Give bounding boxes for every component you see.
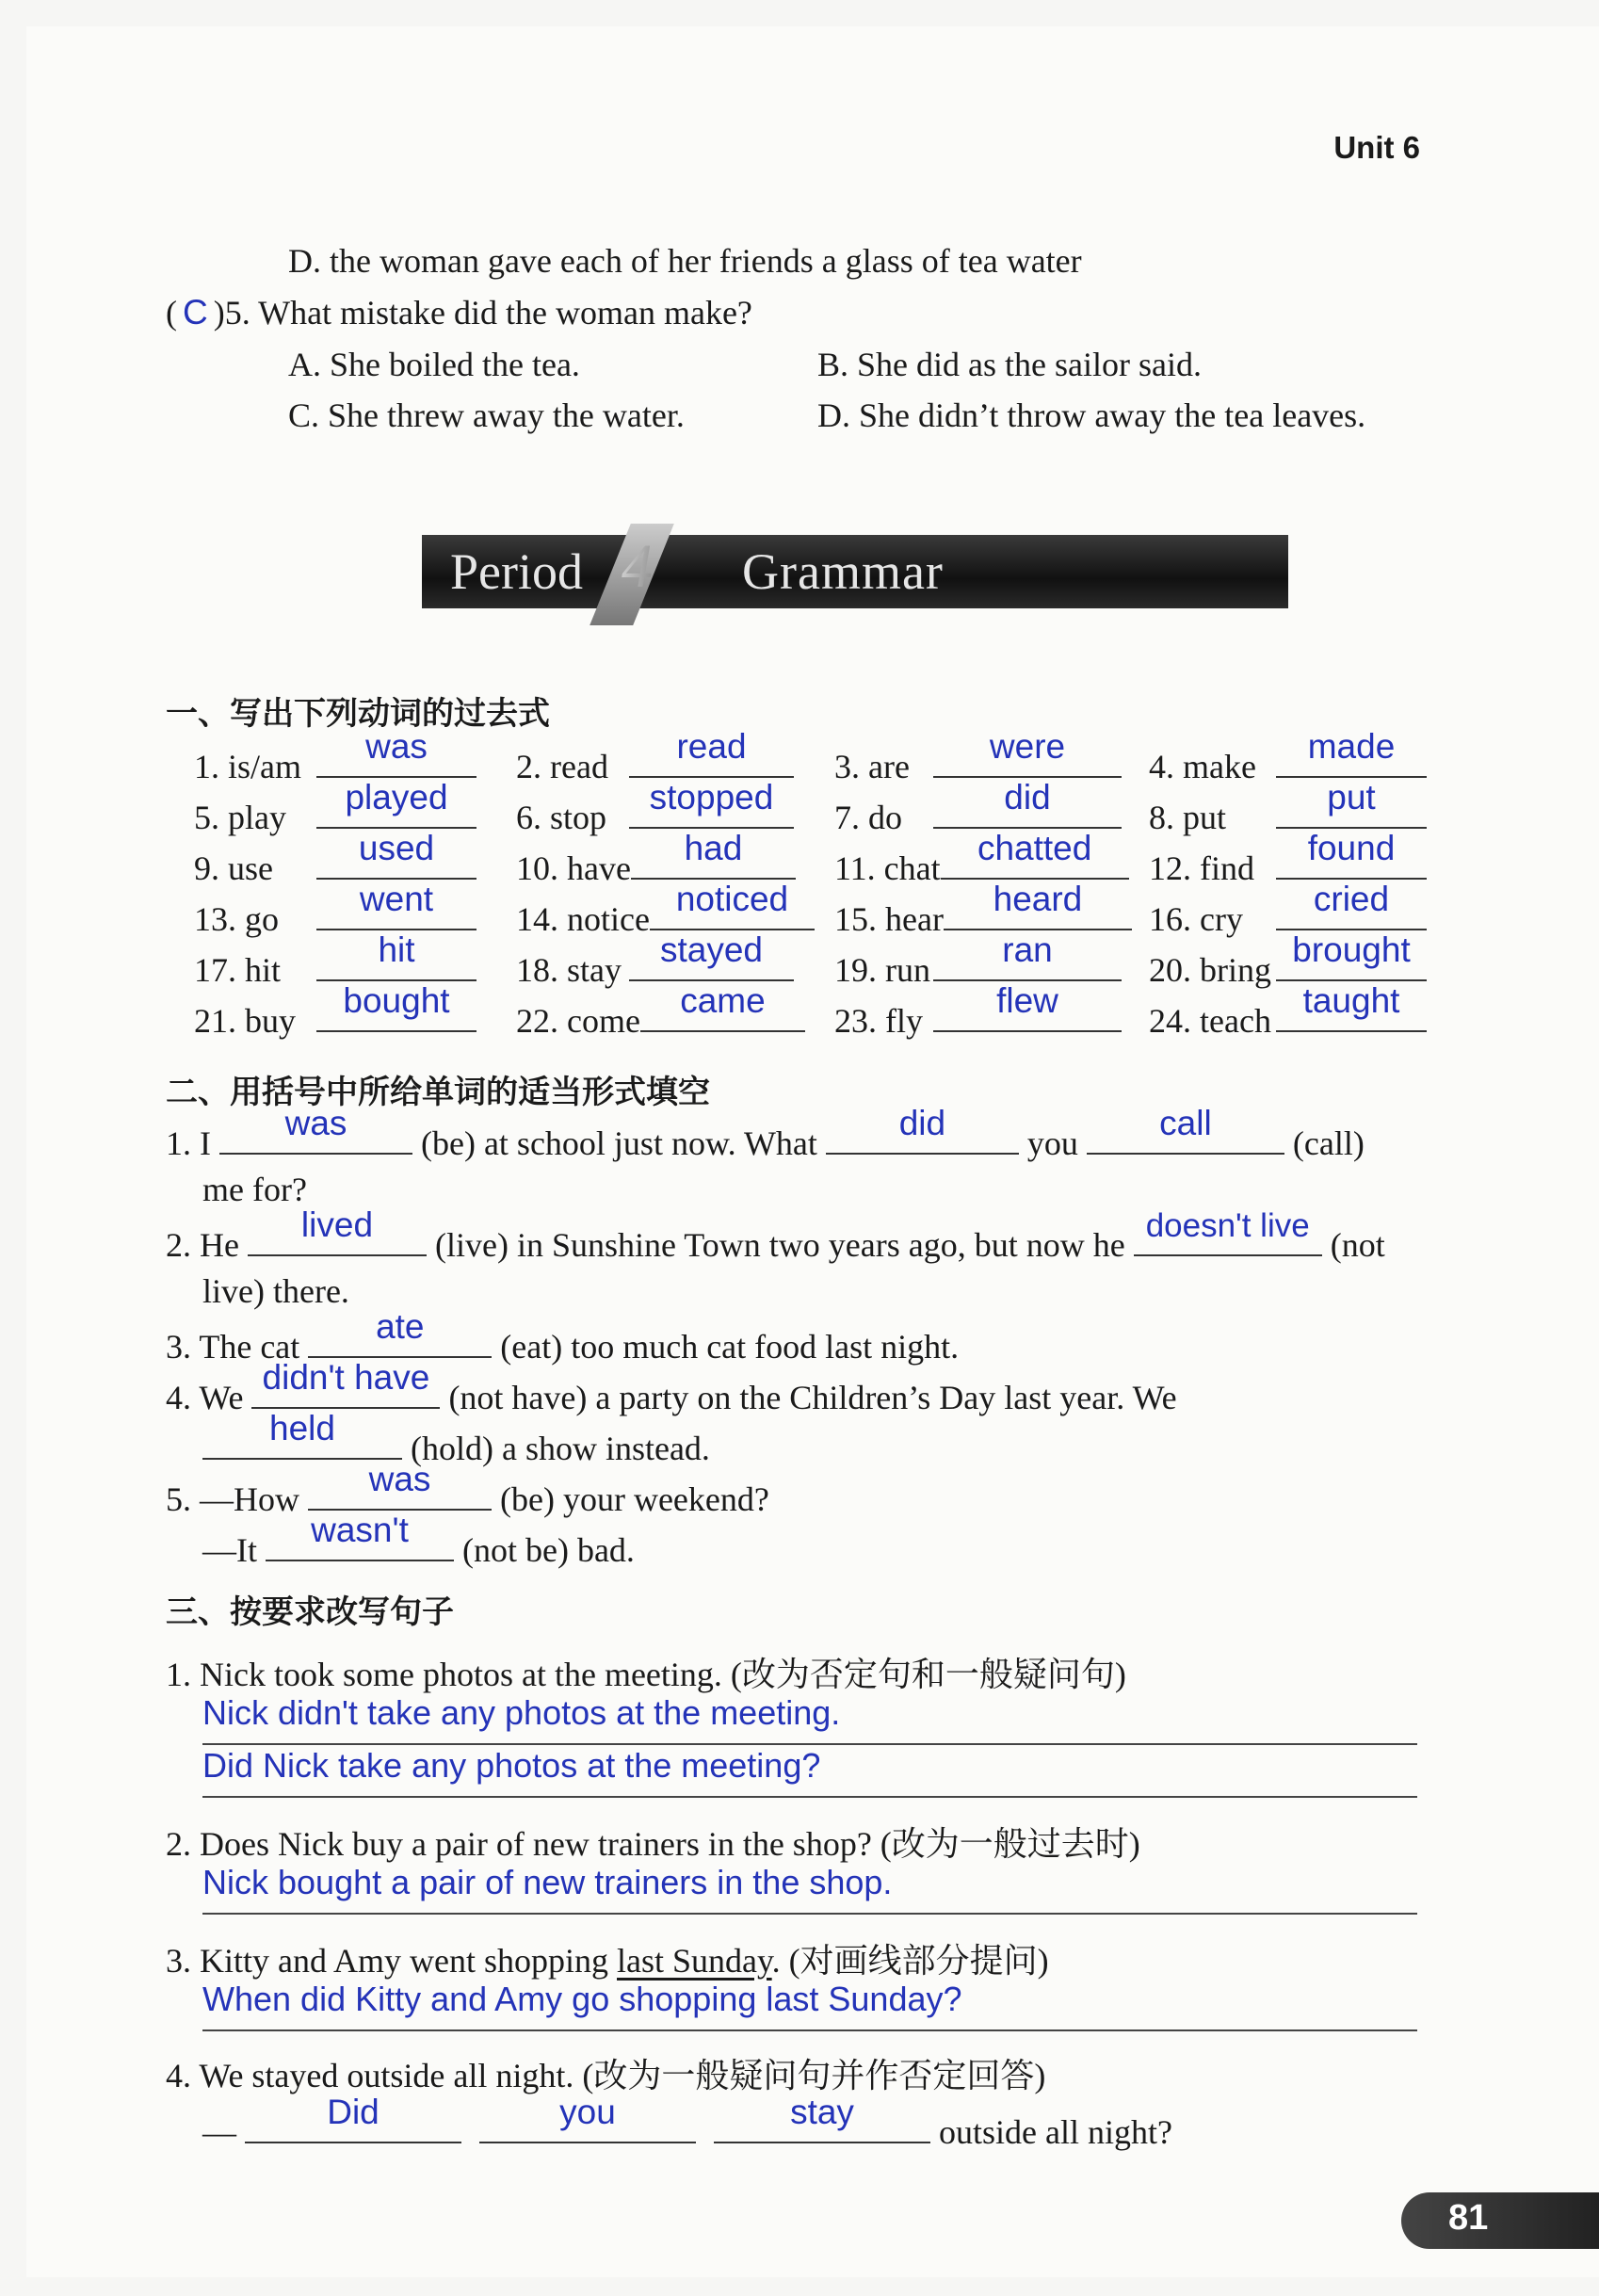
verb-past-answer: stopped — [649, 778, 774, 817]
answer-blank — [933, 930, 1122, 981]
verb-base: 17. hit — [194, 951, 282, 989]
verb-base: 11. chat — [834, 849, 941, 887]
q5-option-b: B. She did as the sailor said. — [817, 346, 1202, 383]
verb-base: 1. is/am — [194, 748, 301, 785]
s2-sentence-5-reply: —It wasn't (not be) bad. — [202, 1511, 635, 1569]
verb-past-answer: played — [345, 778, 448, 817]
s2-sentence-5: 5. —How was (be) your weekend? — [166, 1460, 769, 1518]
verb-base: 14. notice — [516, 900, 650, 938]
verb-item — [834, 981, 1122, 1041]
workbook-page — [26, 26, 1599, 2277]
s3-q3-answer: When did Kitty and Amy go shopping last Sunday? — [202, 1980, 962, 2018]
verb-base: 15. hear — [834, 900, 944, 938]
verb-item — [1149, 981, 1427, 1041]
answer-blank — [1276, 880, 1427, 930]
answer-blank — [1276, 930, 1427, 981]
answer-blank — [316, 778, 476, 829]
q5-option-d: D. She didn’t throw away the tea leaves. — [817, 396, 1366, 434]
verb-past-answer: found — [1307, 829, 1396, 867]
answer-blank — [316, 880, 476, 930]
answer-blank — [1276, 727, 1427, 778]
answer-blank — [1276, 778, 1427, 829]
verb-base: 20. bring — [1149, 951, 1271, 989]
verb-base: 18. stay — [516, 951, 622, 989]
answer-blank — [1276, 981, 1427, 1032]
verb-base: 13. go — [194, 900, 279, 938]
verb-base: 24. teach — [1149, 1002, 1271, 1040]
verb-past-answer: bought — [343, 981, 450, 1020]
verb-past-answer: flew — [996, 981, 1058, 1020]
verb-past-answer: stayed — [659, 930, 763, 969]
s2-sentence-2: 2. He lived (live) in Sunshine Town two years ago, but now he doesn't live (not — [166, 1205, 1385, 1264]
verb-past-answer: came — [680, 981, 766, 1020]
s2-sentence-1: 1. I was (be) at school just now. What did you call (call) — [166, 1104, 1365, 1162]
verb-base: 16. cry — [1149, 900, 1243, 938]
s3-q2: 2. Does Nick buy a pair of new trainers in the shop? (改为一般过去时) — [166, 1825, 1140, 1863]
answer-blank — [631, 829, 796, 880]
banner-title: Grammar — [742, 543, 944, 600]
verb-base: 5. play — [194, 799, 286, 836]
s2-sentence-4-cont: held (hold) a show instead. — [202, 1424, 710, 1468]
verb-past-answer: noticed — [675, 880, 789, 918]
verb-item — [516, 981, 805, 1041]
answer-line — [202, 1913, 1417, 1915]
verb-base: 19. run — [834, 951, 930, 989]
verb-past-answer: put — [1327, 778, 1376, 817]
answer-blank — [1276, 829, 1427, 880]
verb-past-answer: brought — [1292, 930, 1411, 969]
s2-sentence-4: 4. We didn't have (not have) a party on the Children’s Day last year. We — [166, 1358, 1177, 1416]
answer-blank — [316, 981, 476, 1032]
verb-past-answer: went — [359, 880, 434, 918]
verb-base: 10. have — [516, 849, 631, 887]
q5-question: 5. What mistake did the woman make? — [224, 294, 752, 331]
s2-sentence-2-cont: live) there. — [202, 1272, 349, 1310]
verb-base: 12. find — [1149, 849, 1254, 887]
period-banner — [422, 532, 1288, 608]
answer-blank — [933, 778, 1122, 829]
q4-option-d: D. the woman gave each of her friends a glass of tea water — [288, 242, 1082, 280]
s3-q1: 1. Nick took some photos at the meeting. (改为否定句和一般疑问句) — [166, 1656, 1126, 1693]
s3-q3: 3. Kitty and Amy went shopping last Sunday. (对画线部分提问) — [166, 1942, 1049, 1980]
verb-past-answer: were — [989, 727, 1066, 766]
s3-q4: 4. We stayed outside all night. (改为一般疑问句并作否定回答) — [166, 2057, 1046, 2094]
verb-base: 6. stop — [516, 799, 607, 836]
q5-option-c: C. She threw away the water. — [288, 396, 685, 434]
answer-blank — [316, 829, 476, 880]
section1-title: 一、写出下列动词的过去式 — [166, 695, 550, 733]
verb-past-answer: hit — [378, 930, 415, 969]
banner-number: 4 — [622, 532, 653, 601]
verb-base: 8. put — [1149, 799, 1227, 836]
verb-past-answer: used — [358, 829, 435, 867]
verb-past-answer: cried — [1313, 880, 1390, 918]
s2-sentence-1-cont: me for? — [202, 1171, 307, 1208]
answer-blank — [640, 981, 805, 1032]
answer-blank — [933, 981, 1122, 1032]
q5-option-a: A. She boiled the tea. — [288, 346, 580, 383]
s3-q4-answer-row: — Did you stay outside all night? — [202, 2093, 1172, 2151]
s3-q1-answer-1: Nick didn't take any photos at the meeting. — [202, 1693, 841, 1732]
verb-base: 22. come — [516, 1002, 640, 1040]
answer-blank — [629, 727, 794, 778]
underlined-phrase: last Sunday — [617, 1942, 772, 1980]
answer-blank — [941, 829, 1129, 880]
section2-title: 二、用括号中所给单词的适当形式填空 — [166, 1074, 710, 1111]
verb-base: 3. are — [834, 748, 910, 785]
s2-sentence-3: 3. The cat ate (eat) too much cat food last night. — [166, 1307, 960, 1366]
verb-base: 4. make — [1149, 748, 1256, 785]
answer-blank — [933, 727, 1122, 778]
s3-q1-answer-2: Did Nick take any photos at the meeting? — [202, 1746, 821, 1785]
answer-blank — [629, 778, 794, 829]
s3-q2-answer: Nick bought a pair of new trainers in the shop. — [202, 1863, 893, 1901]
q5-answer: C — [183, 293, 208, 331]
verb-past-answer: did — [1004, 778, 1051, 817]
verb-item — [194, 981, 476, 1041]
answer-blank — [650, 880, 815, 930]
answer-line — [202, 1796, 1417, 1798]
verb-past-answer: made — [1307, 727, 1396, 766]
answer-line — [202, 1743, 1417, 1745]
answer-blank — [316, 930, 476, 981]
verb-past-answer: chatted — [977, 829, 1092, 867]
verb-past-answer: read — [676, 727, 747, 766]
verb-base: 9. use — [194, 849, 273, 887]
unit-label: Unit 6 — [1333, 130, 1420, 165]
answer-blank — [629, 930, 794, 981]
answer-line — [202, 2029, 1417, 2031]
verb-base: 21. buy — [194, 1002, 296, 1040]
page-number-tab — [1401, 2192, 1599, 2249]
verb-base: 23. fly — [834, 1002, 923, 1040]
q5-line: ( C )5. What mistake did the woman make? — [166, 293, 752, 331]
verb-past-answer: ran — [1002, 930, 1053, 969]
verb-base: 2. read — [516, 748, 608, 785]
section3-title: 三、按要求改写句子 — [166, 1593, 454, 1631]
banner-period: Period — [450, 543, 583, 600]
verb-base: 7. do — [834, 799, 902, 836]
answer-blank — [944, 880, 1132, 930]
verb-past-answer: was — [365, 727, 428, 766]
verb-past-answer: taught — [1302, 981, 1400, 1020]
verb-past-answer: heard — [993, 880, 1083, 918]
answer-blank — [316, 727, 476, 778]
verb-past-answer: had — [684, 829, 743, 867]
page-number: 81 — [1448, 2198, 1489, 2238]
